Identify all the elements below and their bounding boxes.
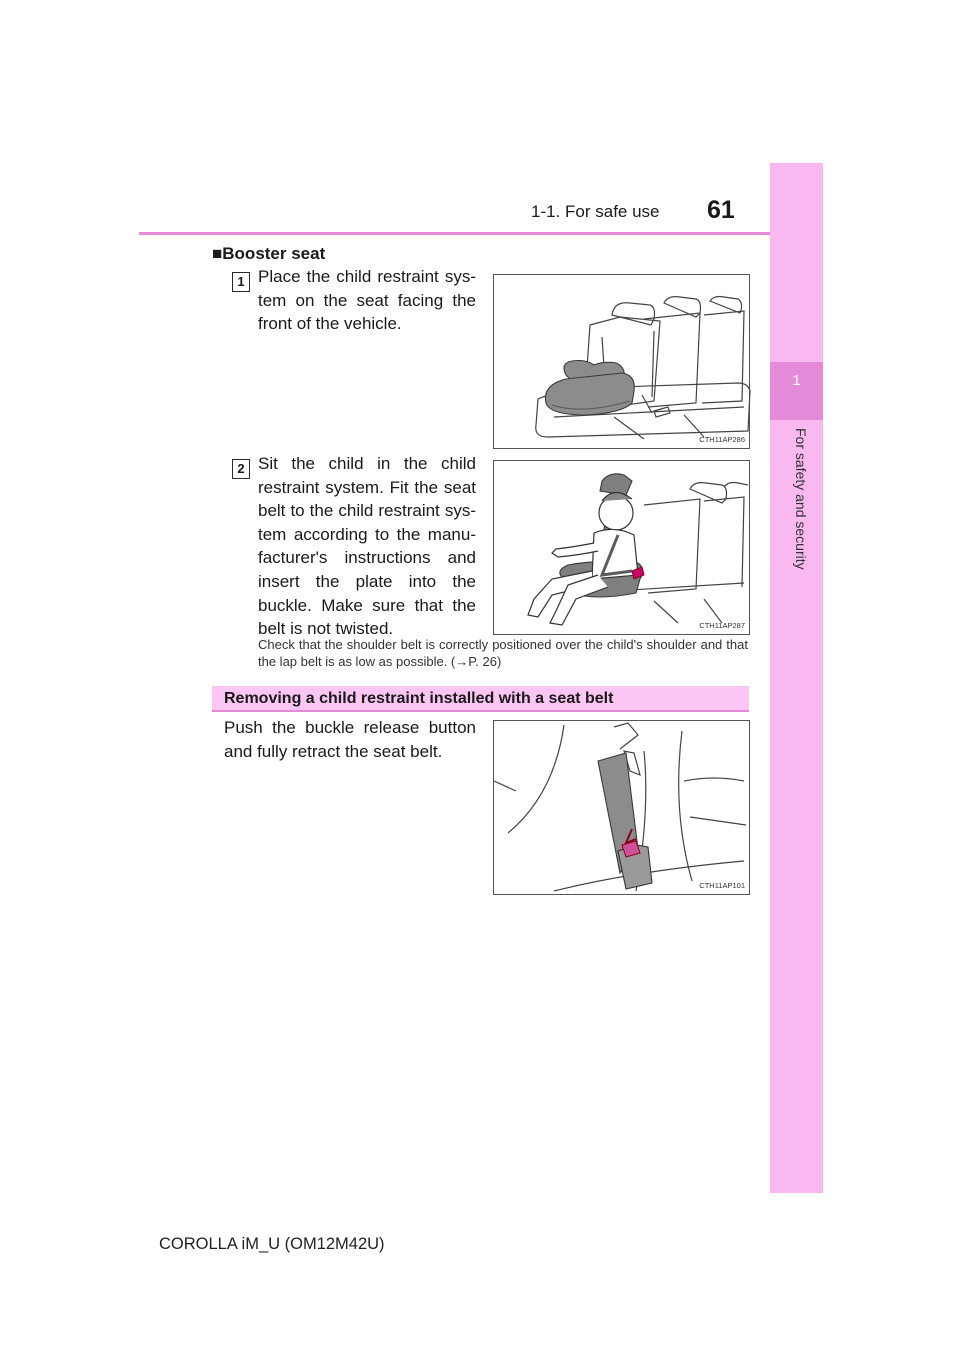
figure-code: CTH11AP287 — [699, 621, 745, 630]
booster-seat-heading: ■Booster seat — [212, 244, 326, 263]
chapter-number-box — [770, 362, 823, 420]
figure-code: CTH11AP286 — [699, 435, 745, 444]
buckle-release-drawing — [494, 721, 751, 896]
buckle-release-illustration — [493, 720, 750, 895]
figure-code: CTH11AP101 — [699, 881, 745, 890]
child-seated-with-belt-illustration — [493, 460, 750, 635]
step-number-badge: 1 — [232, 272, 250, 292]
section-title: Removing a child restraint installed with a seat belt — [224, 690, 614, 707]
page-number: 61 — [707, 196, 735, 224]
step-2-text: Sit the child in the child restraint system. Fit the seat belt to the child restraint sys-tem according to the manu-facturer's instructions and insert the plate into the buckle. Make sure that the belt is not twisted. — [258, 454, 476, 639]
section-reference: 1-1. For safe use — [531, 202, 660, 221]
step-number-badge: 2 — [232, 459, 250, 479]
child-in-booster-drawing — [494, 461, 751, 636]
booster-seat-placement-illustration — [493, 274, 750, 449]
rear-seat-booster-drawing — [494, 275, 751, 450]
removing-instruction-text: Push the buckle release button and fully retract the seat belt. — [224, 718, 476, 761]
step-1-text: Place the child restraint sys-tem on the seat facing the front of the vehicle. — [258, 267, 476, 334]
chapter-title: For safety and security — [793, 428, 809, 570]
chapter-side-strip — [770, 163, 823, 1193]
booster-note: Check that the shoulder belt is correctly positioned over the child's shoulder and that the lap belt is as low as possible. (→P. 26) — [258, 637, 748, 669]
header-rule — [139, 232, 822, 235]
footer-model-code: COROLLA iM_U (OM12M42U) — [159, 1235, 385, 1253]
chapter-number: 1 — [792, 372, 801, 389]
